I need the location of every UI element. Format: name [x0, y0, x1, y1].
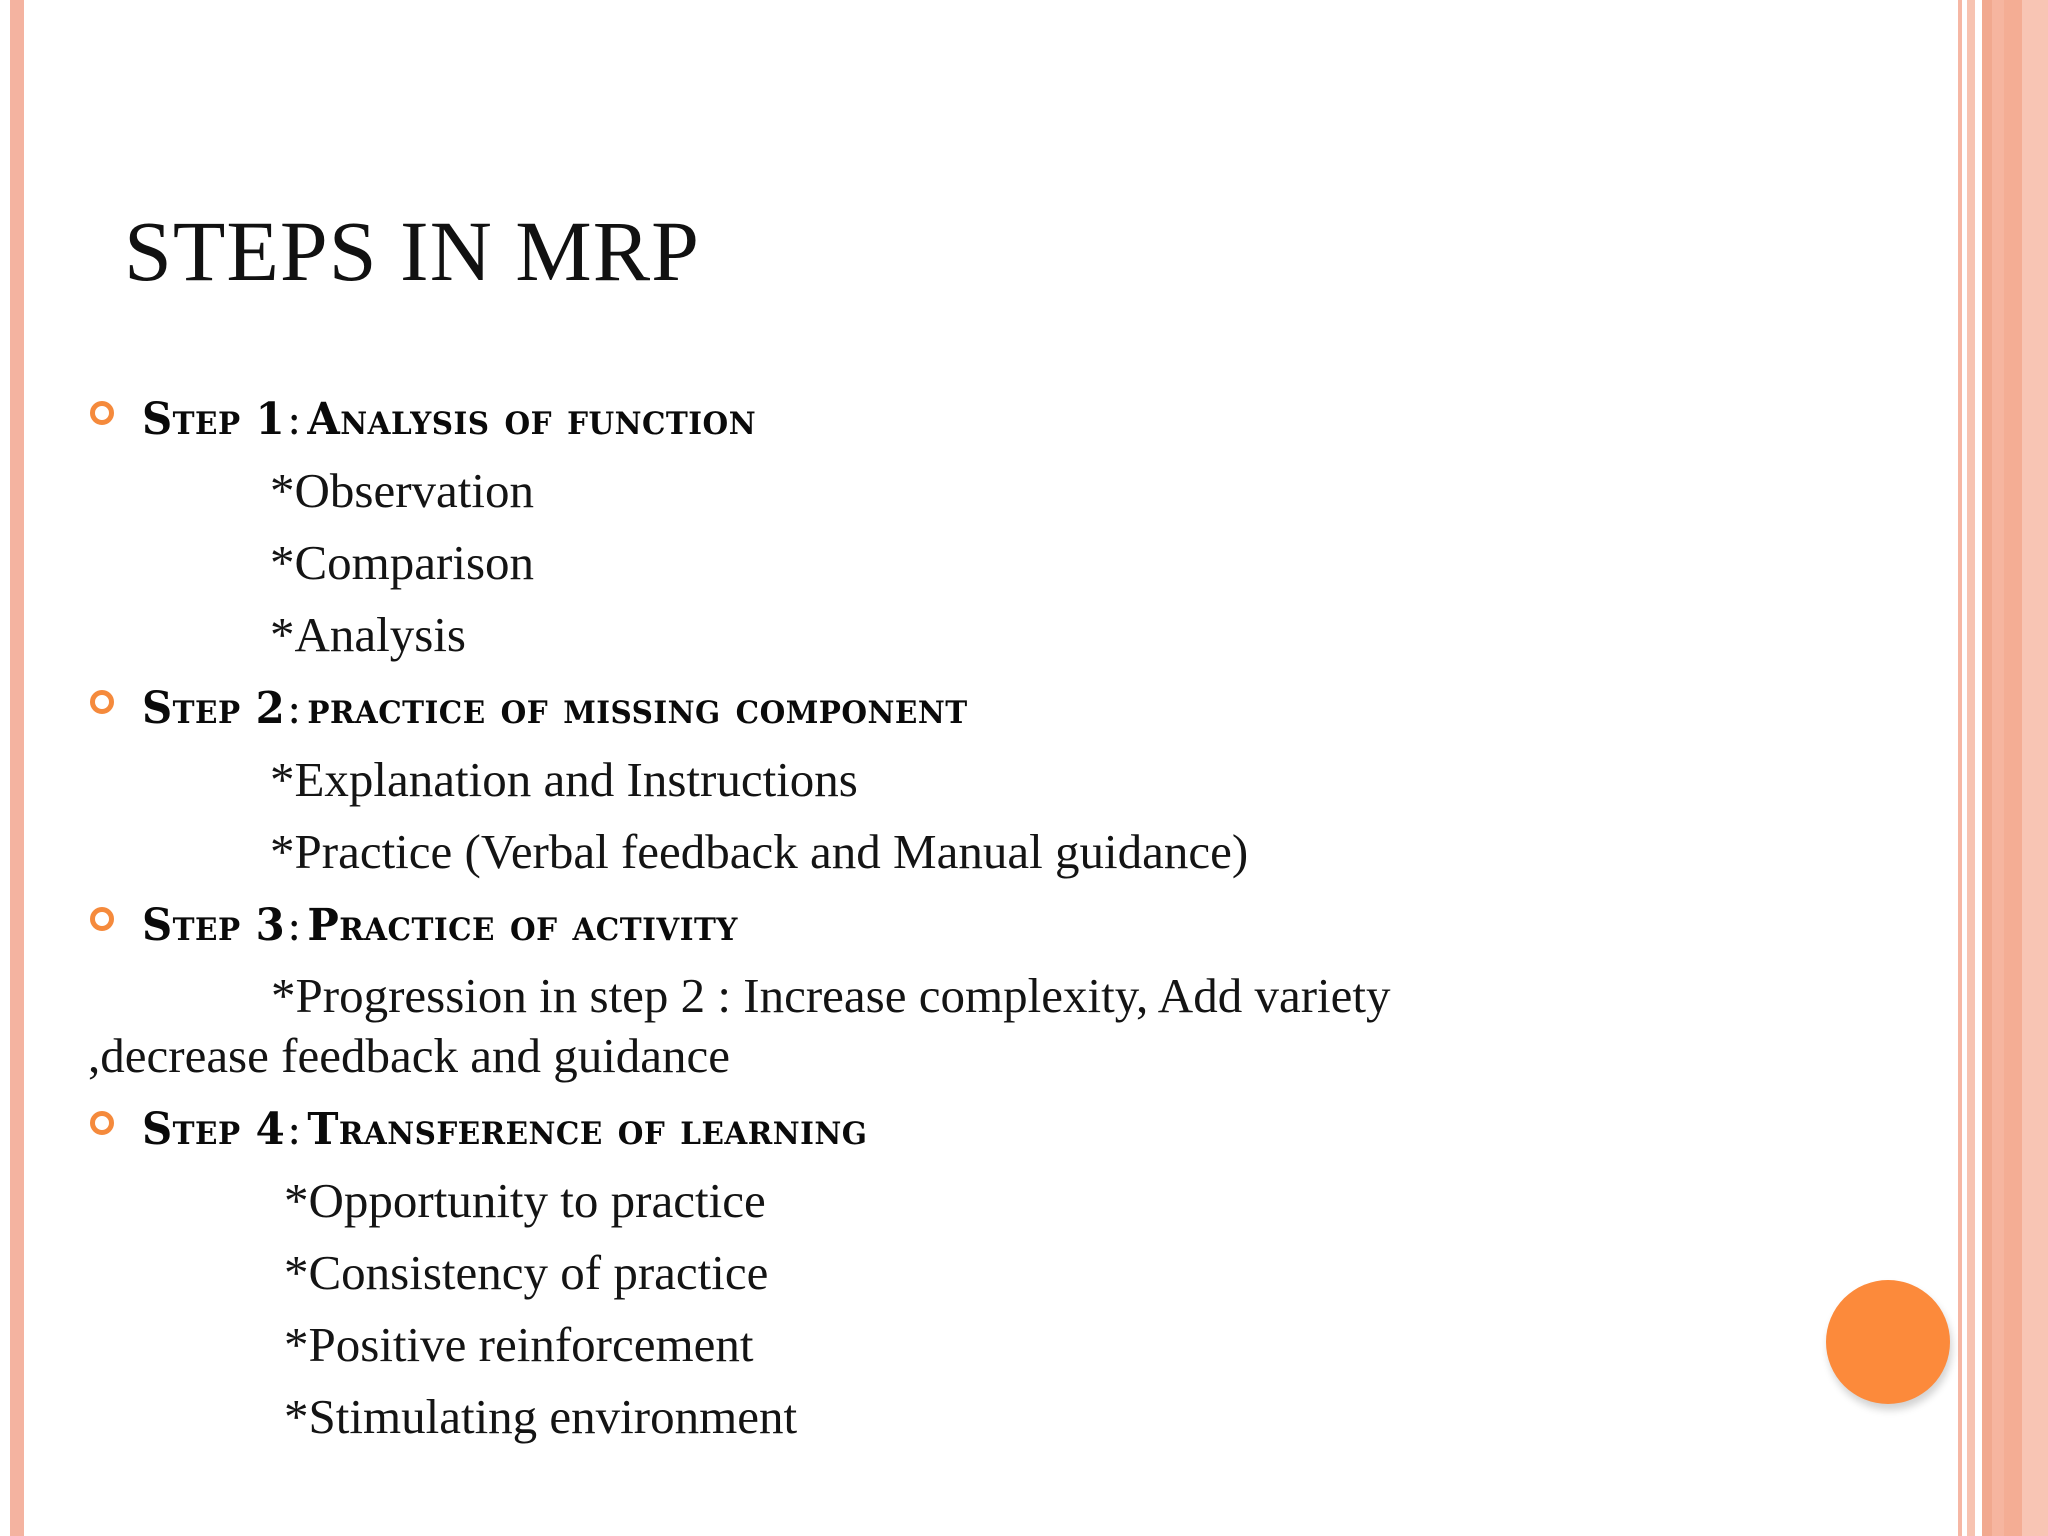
- step-4-separator: :: [287, 1104, 302, 1155]
- step-4-item: *Positive reinforcement: [284, 1317, 754, 1372]
- right-border-stripes: [1958, 0, 2048, 1536]
- step-2-heading: [142, 683, 968, 734]
- step-1-item: *Analysis: [270, 607, 466, 662]
- right-stripe: [1992, 0, 2004, 1536]
- step-3-separator: :: [287, 900, 302, 951]
- right-stripe: [1982, 0, 1992, 1536]
- step-4-item: *Opportunity to practice: [284, 1173, 766, 1228]
- step-4-item: *Consistency of practice: [284, 1245, 769, 1300]
- right-stripe: [1967, 0, 1975, 1536]
- right-stripe: [2004, 0, 2022, 1536]
- step-2-label: Step 2: [142, 683, 286, 734]
- right-stripe: [2022, 0, 2048, 1536]
- step-4-title: Transference of learning: [307, 1104, 868, 1155]
- step-4-label: Step 4: [142, 1104, 286, 1155]
- left-border-stripe: [10, 0, 24, 1536]
- step-2-item: *Explanation and Instructions: [270, 752, 858, 807]
- ring-bullet-icon: [90, 401, 114, 425]
- right-stripe: [1975, 0, 1982, 1536]
- slide-title: STEPS IN MRP: [124, 203, 700, 299]
- step-1-title: Analysis of function: [307, 394, 757, 445]
- step-3-label: Step 3: [142, 900, 286, 951]
- step-2-title: practice of missing component: [307, 683, 968, 734]
- step-3-title: Practice of activity: [307, 900, 738, 951]
- step-4-heading: [142, 1104, 868, 1155]
- step-1-separator: :: [287, 394, 302, 445]
- step-3-item: *Progression in step 2 : Increase complexity, Add variety ,decrease feedback and guidance: [88, 968, 1391, 1083]
- step-1-item: *Comparison: [270, 535, 535, 590]
- ring-bullet-icon: [90, 690, 114, 714]
- step-2-item: *Practice (Verbal feedback and Manual guidance): [270, 824, 1249, 879]
- step-1-item: *Observation: [270, 463, 534, 518]
- step-1-heading: [142, 394, 757, 445]
- ring-bullet-icon: [90, 907, 114, 931]
- step-2-separator: :: [287, 683, 302, 734]
- ring-bullet-icon: [90, 1111, 114, 1135]
- step-4-item: *Stimulating environment: [284, 1389, 798, 1444]
- step-3-heading: [142, 900, 738, 951]
- step-1-label: Step 1: [142, 394, 286, 445]
- orange-circle-icon: [1826, 1280, 1950, 1404]
